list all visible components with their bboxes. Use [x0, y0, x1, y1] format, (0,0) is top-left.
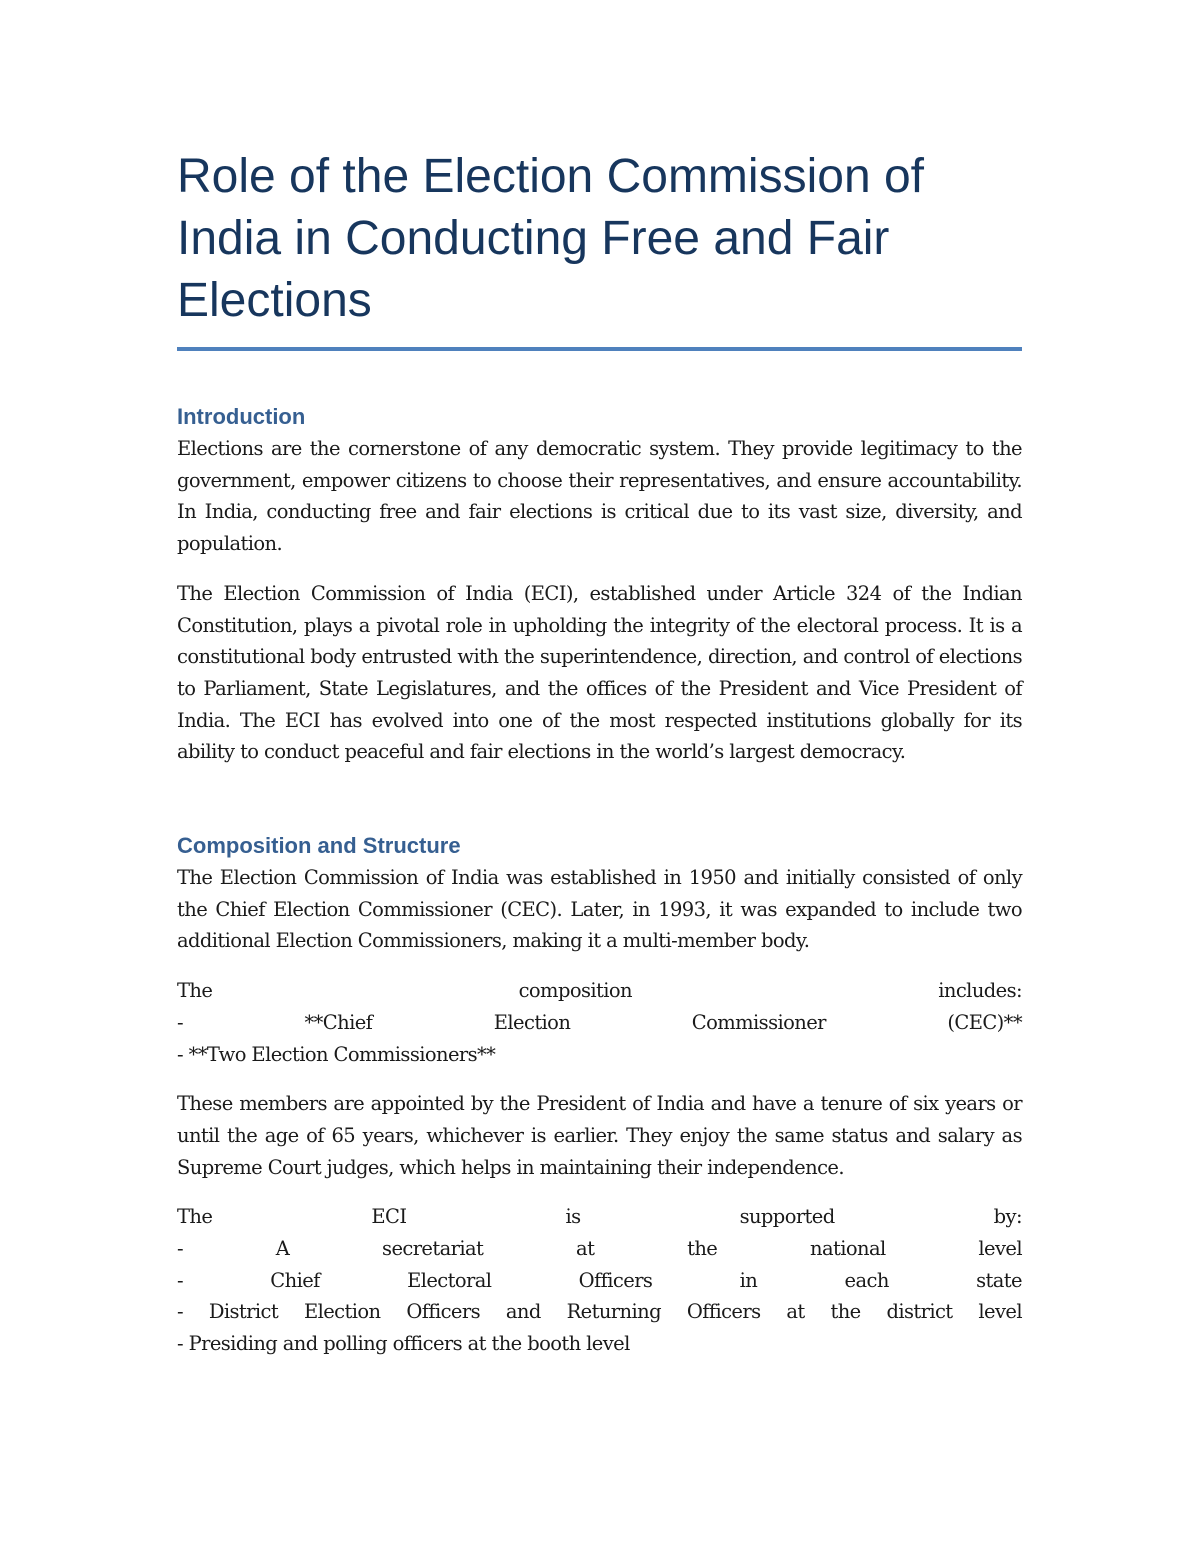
word: A: [275, 1237, 290, 1261]
word: by:: [993, 1205, 1022, 1229]
list-line: - **Two Election Commissioners**: [177, 1042, 496, 1066]
section-heading-composition: Composition and Structure: [177, 833, 461, 859]
word: supported: [739, 1205, 835, 1229]
word: -: [177, 1237, 183, 1261]
justified-line: [177, 1296, 1022, 1328]
word: district: [886, 1300, 953, 1324]
word: national: [810, 1237, 886, 1261]
word: Officers: [686, 1300, 761, 1324]
justified-line: [177, 1201, 1022, 1233]
word: includes:: [938, 979, 1022, 1003]
section-heading-introduction: Introduction: [177, 404, 306, 429]
support-list: [177, 1201, 1022, 1360]
paragraph: The Election Commission of India (ECI), established under Article 324 of the Indian Constitution, plays a pivotal role in upholding the integrity of the electoral process. It is a constitutional body entrusted with the superintendence, direction, and control of elections to Parliament, State Legislatures, and the offices of the President and Vice President of India. The ECI has evolved into one of the most respected institutions globally for its ability to conduct peaceful and fair elections in the world’s largest democracy.: [177, 581, 1022, 764]
word: Chief: [270, 1268, 320, 1292]
word: District: [208, 1300, 279, 1324]
justified-line: [177, 975, 1022, 1007]
word: level: [978, 1237, 1022, 1261]
word: in: [739, 1268, 758, 1292]
word: (CEC)**: [947, 1010, 1022, 1034]
word: secretariat: [382, 1237, 484, 1261]
word: Commissioner: [691, 1010, 826, 1034]
justified-line: [177, 1233, 1022, 1265]
word: level: [978, 1300, 1022, 1324]
word: Electoral: [407, 1268, 492, 1292]
paragraph: Elections are the cornerstone of any democratic system. They provide legitimacy to the government, empower citizens to choose their representatives, and ensure accountability. In India, conducting free and fair elections is critical due to its vast size, diversity, and population.: [177, 437, 1022, 556]
word: -: [177, 1010, 183, 1034]
composition-list: [177, 975, 1022, 1070]
justified-line: [177, 1265, 1022, 1297]
word: -: [177, 1300, 183, 1324]
title-underline: [177, 347, 1022, 351]
word: The: [177, 1205, 213, 1229]
document-title: Role of the Election Commission of India in Conducting Free and Fair Elections: [177, 150, 924, 327]
word: Officers: [578, 1268, 653, 1292]
paragraph: The Election Commission of India was established in 1950 and initially consisted of only the Chief Election Commissioner (CEC). Later, in 1993, it was expanded to include two additional Election Commissioners, making it a multi-member body.: [177, 866, 1022, 953]
word: The: [177, 979, 213, 1003]
word: Election: [303, 1300, 381, 1324]
justified-line: [177, 1007, 1022, 1039]
word: -: [177, 1268, 183, 1292]
word: **Chief: [304, 1010, 373, 1034]
word: state: [976, 1268, 1022, 1292]
word: the: [830, 1300, 861, 1324]
document-page: [177, 146, 1022, 1360]
paragraph: These members are appointed by the President of India and have a tenure of six years or until the age of 65 years, whichever is earlier. They enjoy the same status and salary as Supreme Court judges, which helps in maintaining their independence.: [177, 1092, 1022, 1179]
word: at: [576, 1237, 595, 1261]
word: is: [565, 1205, 581, 1229]
word: each: [844, 1268, 889, 1292]
word: Officers: [406, 1300, 480, 1324]
word: ECI: [371, 1205, 407, 1229]
word: Election: [493, 1010, 571, 1034]
word: composition: [518, 979, 632, 1003]
word: at: [786, 1300, 805, 1324]
word: Returning: [566, 1300, 661, 1324]
list-line: - Presiding and polling officers at the booth level: [177, 1332, 630, 1356]
word: and: [505, 1300, 541, 1324]
word: the: [687, 1237, 718, 1261]
